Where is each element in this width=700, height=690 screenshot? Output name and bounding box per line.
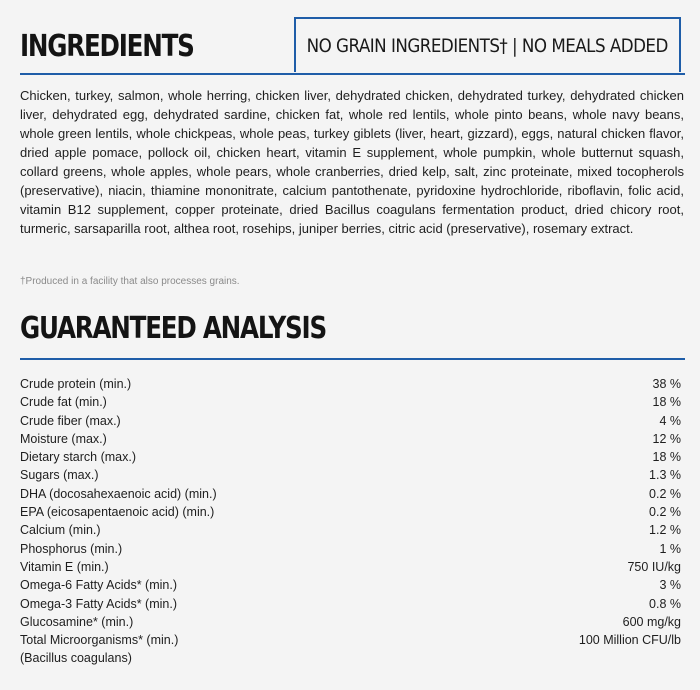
row-value: 18 % <box>652 395 681 410</box>
row-label: DHA (docosahexaenoic acid) (min.) <box>20 486 217 501</box>
analysis-row <box>20 485 681 503</box>
row-label: Phosphorus (min.) <box>20 541 123 556</box>
row-label: Vitamin E (min.) <box>20 559 109 574</box>
analysis-row <box>20 613 681 631</box>
row-label: Glucosamine* (min.) <box>20 614 134 629</box>
analysis-row <box>20 393 681 411</box>
grain-footnote: †Produced in a facility that also processes grains. <box>20 276 240 287</box>
row-label: Crude protein (min.) <box>20 377 132 391</box>
row-label: Omega-3 Fatty Acids* (min.) <box>20 596 177 611</box>
row-value: 0.2 % <box>649 505 681 520</box>
analysis-row <box>20 521 681 539</box>
row-value: 750 IU/kg <box>627 559 681 574</box>
row-value: 4 % <box>659 413 681 428</box>
analysis-row <box>20 576 681 594</box>
row-value: 18 % <box>652 450 681 465</box>
row-label: Calcium (min.) <box>20 523 101 538</box>
row-label: Omega-6 Fatty Acids* (min.) <box>20 578 177 593</box>
row-value: 3 % <box>659 578 681 593</box>
analysis-row <box>20 375 681 393</box>
analysis-row <box>20 595 681 613</box>
row-value: 0.2 % <box>649 486 681 501</box>
row-label: EPA (eicosapentaenoic acid) (min.) <box>20 505 215 520</box>
row-value: 12 % <box>652 431 681 446</box>
row-value: 38 % <box>652 377 681 391</box>
analysis-row <box>20 448 681 466</box>
row-value: 1 % <box>659 541 681 556</box>
analysis-row <box>20 412 681 430</box>
analysis-table <box>20 375 681 668</box>
analysis-row <box>20 430 681 448</box>
analysis-row <box>20 503 681 521</box>
row-label: Total Microorganisms* (min.) (Bacillus coagulans) <box>20 633 179 666</box>
ingredients-list: Chicken, turkey, salmon, whole herring, chicken liver, dehydrated chicken, dehydrated turkey, dehydrated chicken liver, dehydrated egg, dehydrated sardine, chicken fat, whole red lentils, whole pinto beans, whole navy beans, whole green lentils, whole chickpeas, whole peas, turkey giblets (liver, heart, gizzard), eggs, natural chicken flavor, dried apple pomace, pollock oil, chicken heart, vitamin E supplement, whole pumpkin, whole butternut squash, collard greens, whole apples, whole pears, whole cranberries, dried kelp, salt, zinc proteinate, mixed tocopherols (preservative), niacin, thiamine mononitrate, calcium pantothenate, pyridoxine hydrochloride, riboflavin, folic acid, vitamin B12 supplement, copper proteinate, dried Bacillus coagulans fermentation product, dried chicory root, turmeric, sarsaparilla root, althea root, rosehips, juniper berries, citric acid (preservative), rosemary extract. <box>20 88 684 236</box>
row-label: Crude fat (min.) <box>20 395 107 410</box>
row-value: 0.8 % <box>649 596 681 611</box>
ingredients-heading: INGREDIENTS <box>20 29 194 64</box>
no-grain-callout <box>294 17 681 72</box>
row-label: Sugars (max.) <box>20 468 99 483</box>
row-value: 1.2 % <box>649 523 681 538</box>
ingredients-divider <box>20 73 685 75</box>
row-value: 100 Million CFU/lb <box>578 633 681 648</box>
analysis-row <box>20 540 681 558</box>
guaranteed-analysis-heading: GUARANTEED ANALYSIS <box>20 311 326 346</box>
row-label: Crude fiber (max.) <box>20 413 121 428</box>
analysis-row <box>20 466 681 484</box>
row-value: 600 mg/kg <box>622 614 681 629</box>
analysis-divider <box>20 358 685 360</box>
row-value: 1.3 % <box>649 468 681 483</box>
callout-text: NO GRAIN INGREDIENTS† | NO MEALS ADDED <box>306 34 669 57</box>
analysis-row <box>20 558 681 576</box>
row-label: Dietary starch (max.) <box>20 450 136 465</box>
row-label: Moisture (max.) <box>20 431 107 446</box>
analysis-row <box>20 631 681 668</box>
